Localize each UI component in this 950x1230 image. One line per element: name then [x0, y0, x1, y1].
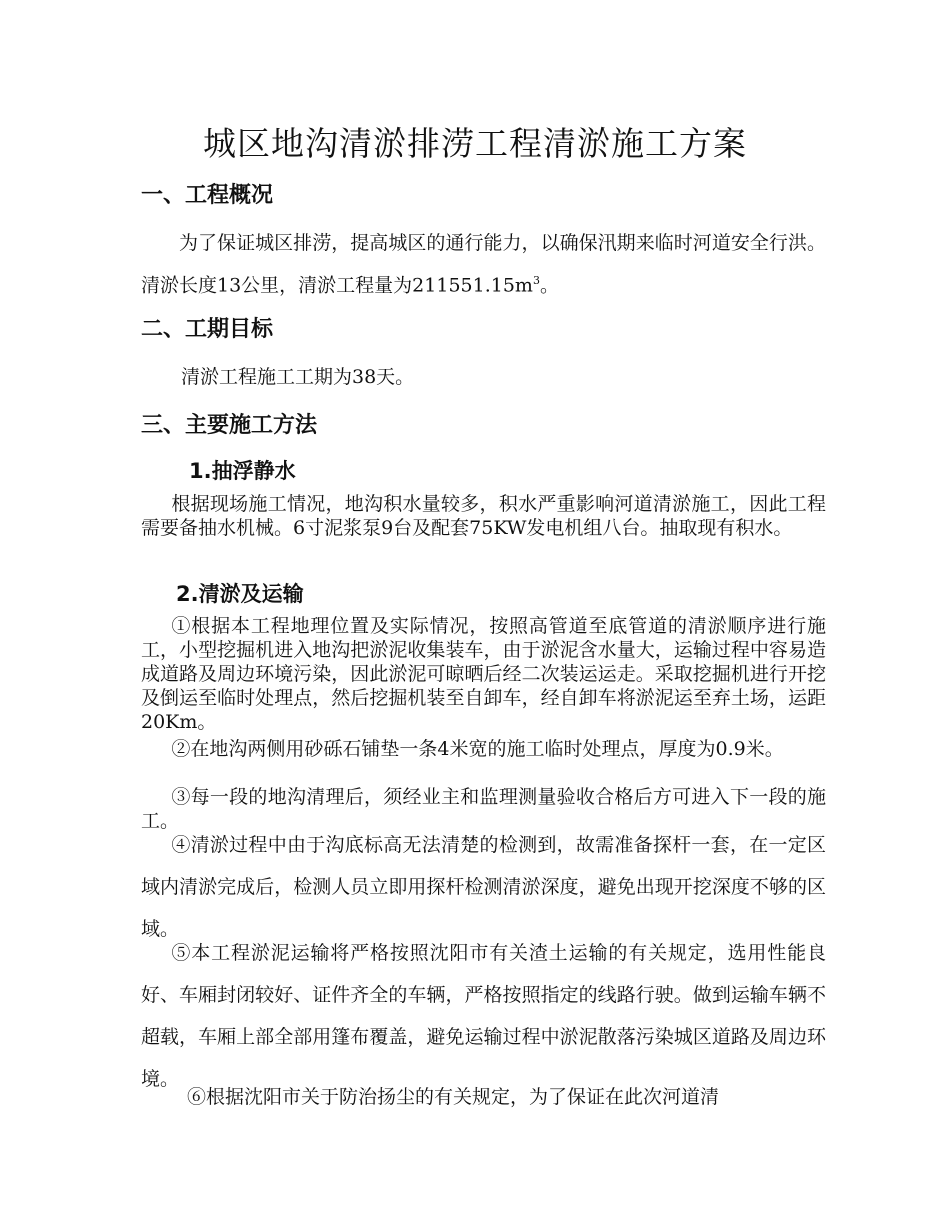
schedule-paragraph: 清淤工程施工工期为38天。 [181, 366, 415, 388]
dredging-item-5: ⑤本工程淤泥运输将严格按照沈阳市有关渣土运输的有关规定，选用性能良好、车厢封闭较好、证件齐全的车辆，严格按照指定的线路行驶。做到运输车辆不超载，车厢上部全部用篷布覆盖，避免运输过程中淤泥散落污染城区道路及周边环境。 [141, 942, 826, 1090]
subsection-heading-dewatering: 1.抽浮静水 [189, 459, 296, 483]
overview-text: 为了保证城区排涝，提高城区的通行能力，以确保汛期来临时河道安全行洪。清淤长度13公里，清淤工程量为211551.15m [141, 232, 826, 297]
overview-paragraph [141, 224, 826, 304]
section-heading-schedule: 二、工期目标 [141, 317, 274, 342]
document-title: 城区地沟清淤排涝工程清淤施工方案 [203, 124, 747, 163]
dredging-item-6: ⑥根据沈阳市关于防治扬尘的有关规定，为了保证在此次河道清 [187, 1086, 720, 1108]
dewatering-paragraph: 根据现场施工情况，地沟积水量较多，积水严重影响河道清淤施工，因此工程需要备抽水机械。6寸泥浆泵9台及配套75KW发电机组八台。抽取现有积水。 [141, 493, 826, 539]
dredging-item-4: ④清淤过程中由于沟底标高无法清楚的检测到，故需准备探杆一套，在一定区域内清淤完成后，检测人员立即用探杆检测清淤深度，避免出现开挖深度不够的区域。 [141, 834, 826, 940]
cubic-superscript: 3 [532, 274, 540, 287]
overview-text-end: 。 [539, 274, 559, 297]
dredging-item-3: ③每一段的地沟清理后，须经业主和监理测量验收合格后方可进入下一段的施工。 [141, 786, 826, 832]
dredging-item-1: ①根据本工程地理位置及实际情况，按照高管道至底管道的清淤顺序进行施工，小型挖掘机进入地沟把淤泥收集装车，由于淤泥含水量大，运输过程中容易造成道路及周边环境污染，因此淤泥可晾晒后经二次装运运走。采取挖掘机进行开挖及倒运至临时处理点，然后挖掘机装至自卸车，经自卸车将淤泥运至弃土场，运距20Km。 [141, 615, 826, 733]
section-heading-methods: 三、主要施工方法 [141, 413, 318, 438]
subsection-heading-dredging: 2.清淤及运输 [176, 582, 304, 606]
section-heading-overview: 一、工程概况 [141, 183, 274, 208]
dredging-item-2: ②在地沟两侧用砂砾石铺垫一条4米宽的施工临时处理点，厚度为0.9米。 [171, 738, 784, 760]
